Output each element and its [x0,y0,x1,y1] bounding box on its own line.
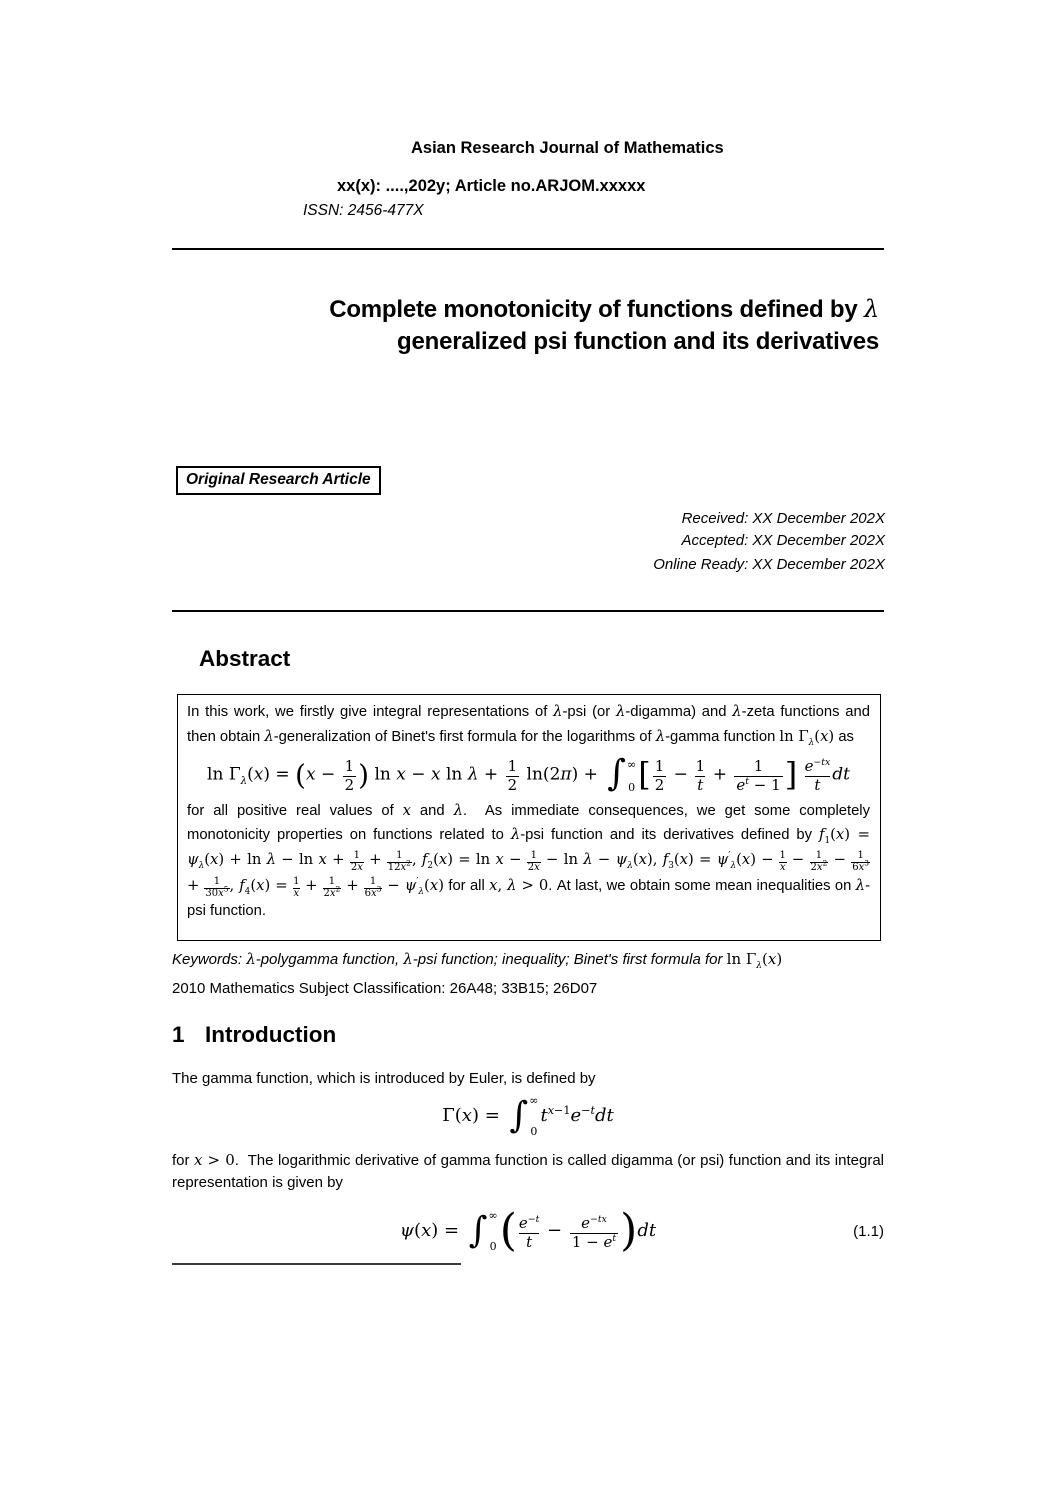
psi-formula-row [172,1196,884,1266]
article-title-line-1: Complete monotonicity of functions defined by λ [329,295,879,323]
equation-number: (1.1) [853,1223,884,1240]
online-ready-date: Online Ready: XX December 202X [653,556,885,573]
abstract-box [177,694,881,941]
intro-paragraph-1: The gamma function, which is introduced by Euler, is defined by [172,1070,596,1087]
intro-paragraph-2: for x > 0. The logarithmic derivative of gamma function is called digamma (or psi) function and its integral representation is given by [172,1151,884,1191]
dates-block [653,508,885,576]
received-date: Received: XX December 202X [681,510,885,527]
accepted-date: Accepted: XX December 202X [681,532,885,549]
article-title-line-2: generalized psi function and its derivatives [397,328,879,355]
header-rule [172,248,884,250]
msc-line: 2010 Mathematics Subject Classification: 26A48; 33B15; 26D07 [172,980,598,997]
journal-issn: ISSN: 2456-477X [303,202,424,219]
article-title [172,293,879,358]
abstract-paragraph-2: for all positive real values of x and λ. As immediate consequences, we get some completely monotonicity properties on functions related to λ-psi function and its derivatives defined by $f_1(x) = \psi_\lambda(x) + \ln \lambda - \ln x$ + $\frac{1}{2x}$ + $\frac{1}{12x^2}$ , $f_2(x) = \ln x$ − $\frac{1}{2x}$ − $\ln \lambda - \psi_\lambda(x)$, $f_3(x) = \psi'_\lambda(x)$ − $\frac{1}{x}$ − $\frac{1}{2x^2}$ − $\frac{1}{6x^3}$ + $\frac{1}{30x^5}$ , $f_4(x)$ = $\frac{1}{x}$ + $\frac{1}{2x^2}$ + $\frac{1}{6x^3}$ − $\psi'_\lambda(x)$ for all x, λ > 0. At last, we obtain some mean inequalities on λ-psi function. [187,801,870,919]
journal-issue-line: xx(x): ....,202y; Article no.ARJOM.xxxxx [337,177,646,195]
introduction-heading [172,1022,336,1048]
section-number: 1 [172,1022,185,1047]
article-type-badge: Original Research Article [176,466,381,495]
gamma-display-formula: Γ(x) = ∫ ∞ 0 $t^{x-1}e^{-t}dt$ [442,1094,614,1138]
abstract-heading: Abstract [199,646,291,671]
footnote-rule [172,1263,461,1265]
abstract-display-formula: $\ln \Gamma_\lambda(x) = (x$ − $\frac{1}{2}$ ) ln x − x ln λ + $\frac{1}{2}$ ln(2π) + ∫ ∞ 0 [ $\frac{1}{2}$ − $\frac{1}{t}$ + $\frac{1}{e^t - 1}$ ] $\frac{e^{-tx}}{t}$ dt [207,753,850,795]
psi-display-formula: ψ(x) = ∫ ∞ 0 ( $\frac{e^{-t}}{t}$ − $\frac{e^{-tx}}{1 - e^t}$ )dt [399,1205,657,1257]
section-title: Introduction [205,1022,337,1047]
keywords-line: Keywords: λ-polygamma function, λ-psi function; inequality; Binet's first formula for $\ln \Gamma_\lambda(x)$ [172,950,783,971]
journal-name: Asian Research Journal of Mathematics [411,139,724,157]
abstract-paragraph-1: In this work, we firstly give integral representations of λ-psi (or λ-digamma) and λ-zeta functions and then obtain λ-generalization of Binet's first formula for the logarithms of λ-gamma function $\ln \Gamma_\lambda(x)$ as [187,703,870,748]
abstract-section-rule [172,610,884,612]
